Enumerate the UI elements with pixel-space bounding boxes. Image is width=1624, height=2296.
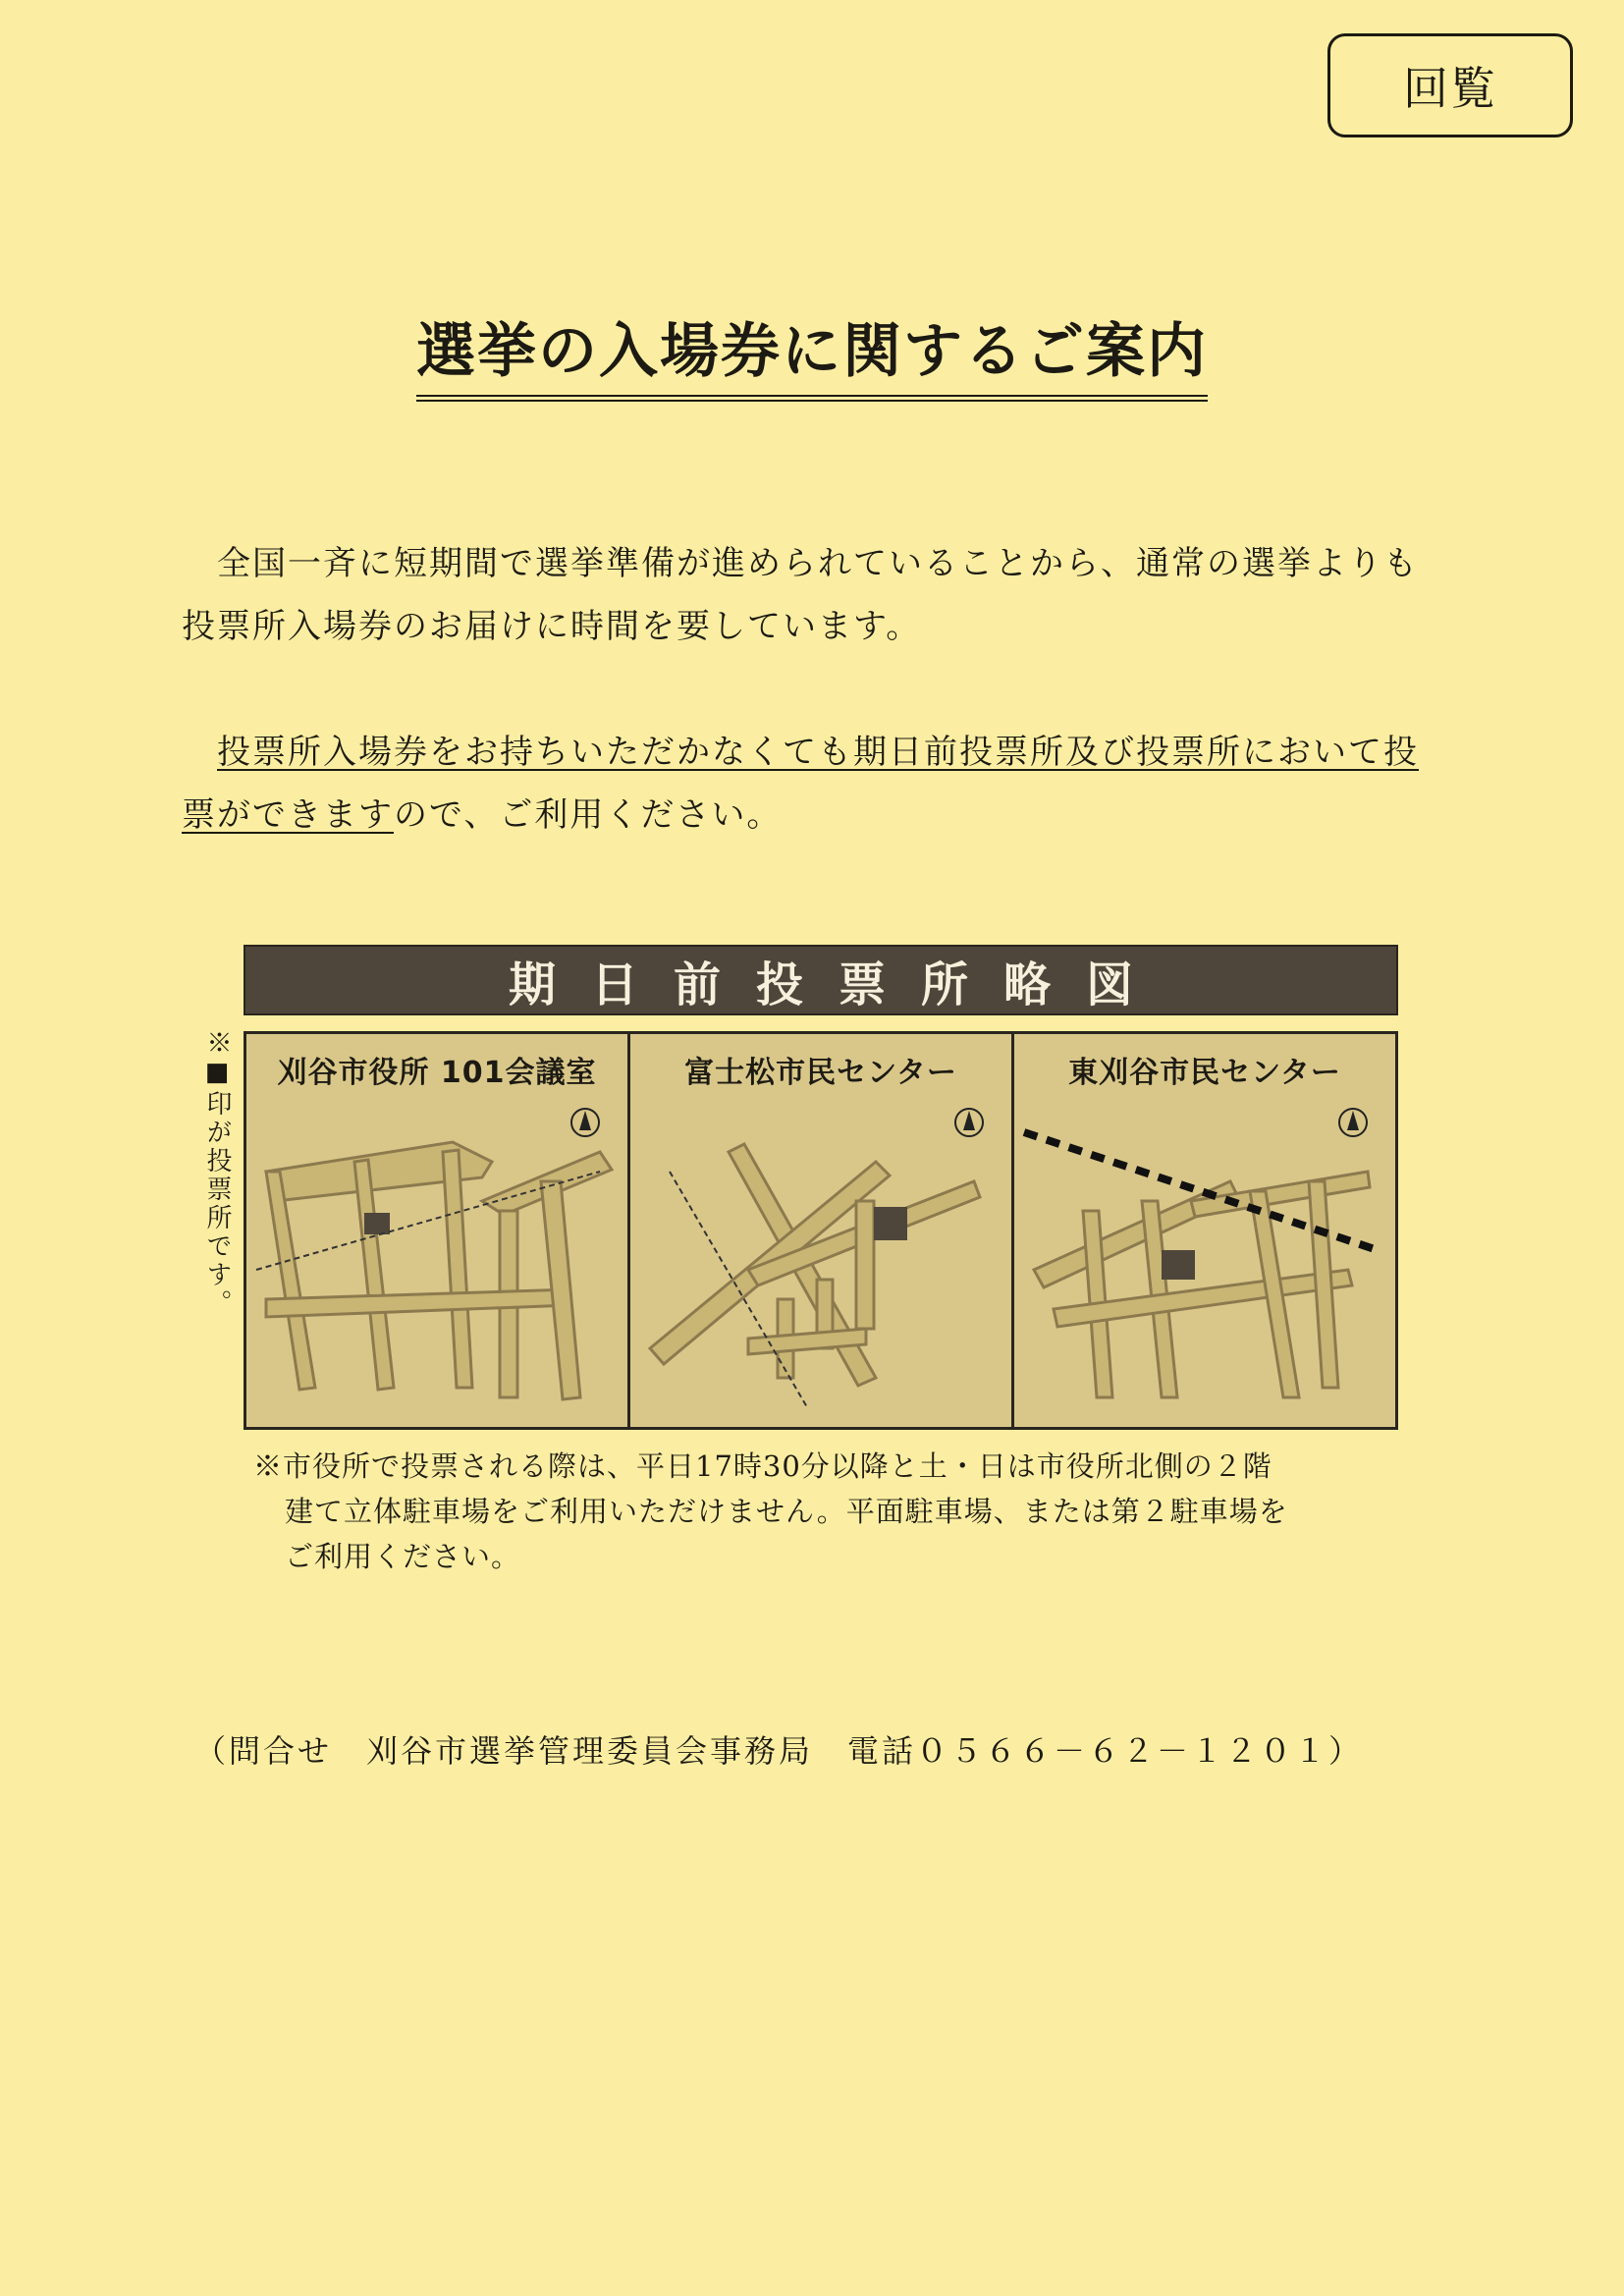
contact-info: （問合せ 刈谷市選挙管理委員会事務局 電話０５６６－６２－１２０１） — [194, 1732, 1364, 1770]
parking-note-line1: ※市役所で投票される際は、平日17時30分以降と土・日は市役所北側の２階 — [253, 1449, 1272, 1483]
intro-paragraph — [182, 532, 1448, 658]
panel-title: 刈谷市役所 101会議室 — [277, 1056, 597, 1090]
city-hall-map-icon — [246, 1093, 627, 1427]
panel-title: 東刈谷市民センター — [1068, 1056, 1341, 1090]
parking-note-line3: ご利用ください。 — [285, 1540, 521, 1573]
higashikariya-map-icon — [1014, 1093, 1395, 1427]
page-title — [0, 304, 1624, 402]
notice-underlined-text: 投票所入場券をお持ちいただかなくても期日前投票所及び投票所において投票ができます — [182, 733, 1419, 835]
intro-text: 全国一斉に短期間で選挙準備が進められていることから、通常の選挙よりも投票所入場券のお届けに時間を要しています。 — [182, 544, 1419, 646]
map-panel-higashikariya — [1014, 1034, 1395, 1427]
map-panel-fujimatsu — [630, 1034, 1014, 1427]
page-title-text: 選挙の入場券に関するご案内 — [416, 304, 1208, 402]
parking-note-line2: 建て立体駐車場をご利用いただけません。平面駐車場、または第２駐車場を — [285, 1495, 1288, 1528]
parking-note — [253, 1444, 1402, 1579]
notice-rest-text: ので、ご利用ください。 — [394, 795, 783, 835]
map-side-note: ※■印が投票所です。 — [202, 1029, 232, 1318]
fujimatsu-map-icon — [630, 1093, 1011, 1427]
notice-paragraph — [182, 721, 1448, 847]
circulation-stamp: 回覧 — [1327, 33, 1573, 137]
map-box — [244, 1031, 1398, 1430]
map-panel-city-hall — [246, 1034, 630, 1427]
panel-title: 富士松市民センター — [684, 1056, 957, 1090]
map-header: 期日前投票所略図 — [244, 945, 1398, 1015]
